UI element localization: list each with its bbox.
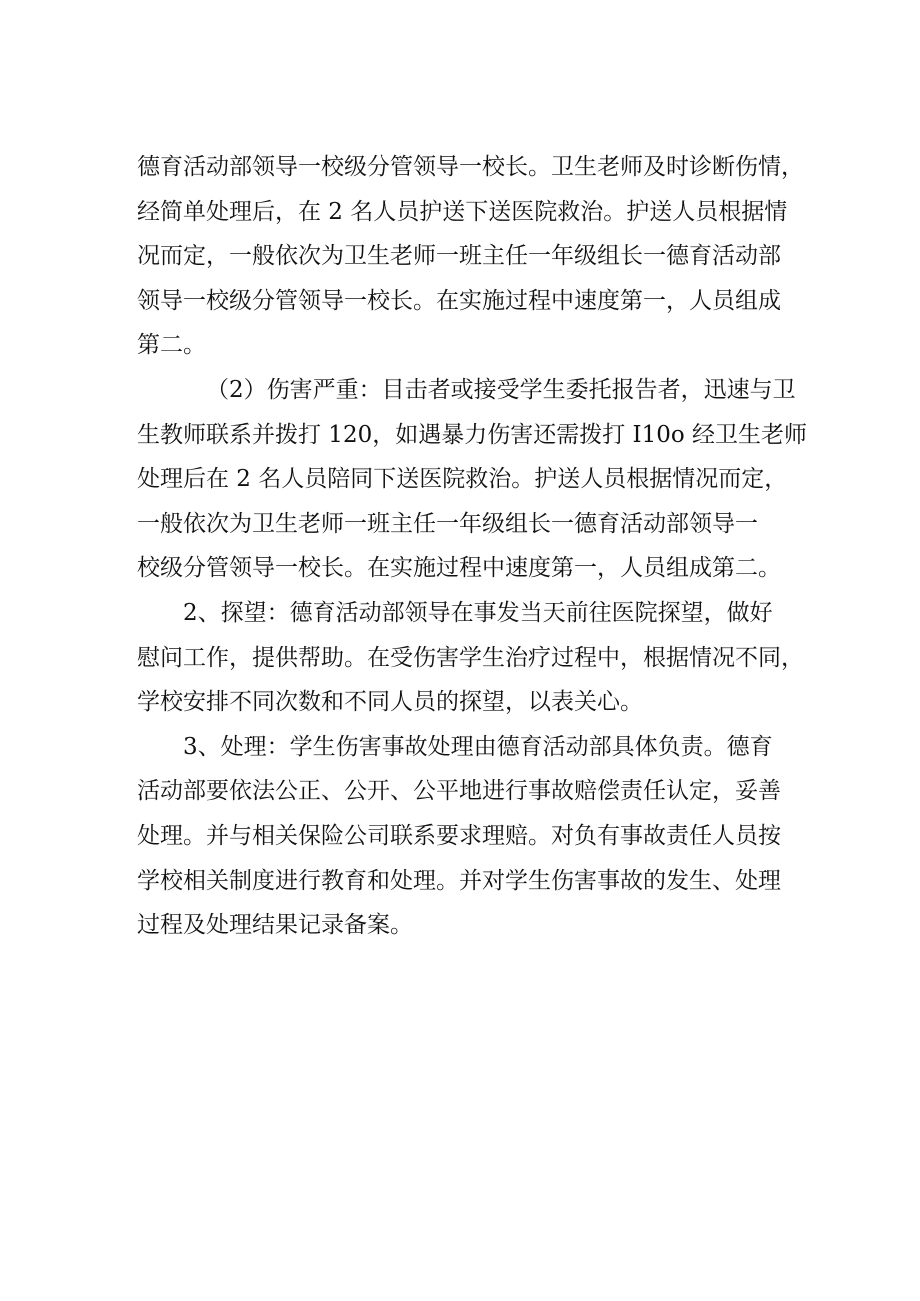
document-body xyxy=(137,145,808,948)
text-line: 生教师联系并拨打 120，如遇暴力伤害还需拨打 I10o 经卫生老师 xyxy=(137,421,808,448)
text-line: 况而定，一般依次为卫生老师一班主任一年级组长一德育活动部 xyxy=(137,243,781,270)
text-line: 领导一校级分管领导一校长。在实施过程中速度第一，人员组成 xyxy=(137,287,781,314)
text-line: 活动部要依法公正、公开、公平地进行事故赔偿责任认定，妥善 xyxy=(137,778,781,805)
text-line: 经简单处理后，在 2 名人员护送下送医院救治。护送人员根据情 xyxy=(137,198,788,225)
text-line: 处理后在 2 名人员陪同下送医院救治。护送人员根据情况而定， xyxy=(137,466,788,493)
text-line: 校级分管领导一校长。在实施过程中速度第一，人员组成第二。 xyxy=(137,555,781,582)
text-line: 德育活动部领导一校级分管领导一校长。卫生老师及时诊断伤情， xyxy=(137,154,804,180)
text-line: 学校安排不同次数和不同人员的探望，以表关心。 xyxy=(137,689,643,716)
paragraph-visit xyxy=(137,591,804,725)
text-line: 第二。 xyxy=(137,332,206,359)
text-line: 2、探望：德育活动部领导在事发当天前往医院探望，做好 xyxy=(183,599,773,626)
text-line: （2）伤害严重：目击者或接受学生委托报告者，迅速与卫 xyxy=(206,376,796,403)
paragraph-serious-injury xyxy=(137,368,808,591)
text-line: 处理。并与相关保险公司联系要求理赔。对负有事故责任人员按 xyxy=(137,822,781,849)
text-line: 学校相关制度进行教育和处理。并对学生伤害事故的发生、处理 xyxy=(137,867,781,894)
paragraph-handling xyxy=(137,725,797,948)
text-line: 一般依次为卫生老师一班主任一年级组长一德育活动部领导一 xyxy=(137,510,758,537)
paragraph-continuation xyxy=(137,145,804,368)
text-line: 过程及处理结果记录备案。 xyxy=(137,912,413,939)
text-line: 慰问工作，提供帮助。在受伤害学生治疗过程中，根据情况不同， xyxy=(137,644,804,671)
text-line: 3、处理：学生伤害事故处理由德育活动部具体负责。德育 xyxy=(183,733,773,760)
